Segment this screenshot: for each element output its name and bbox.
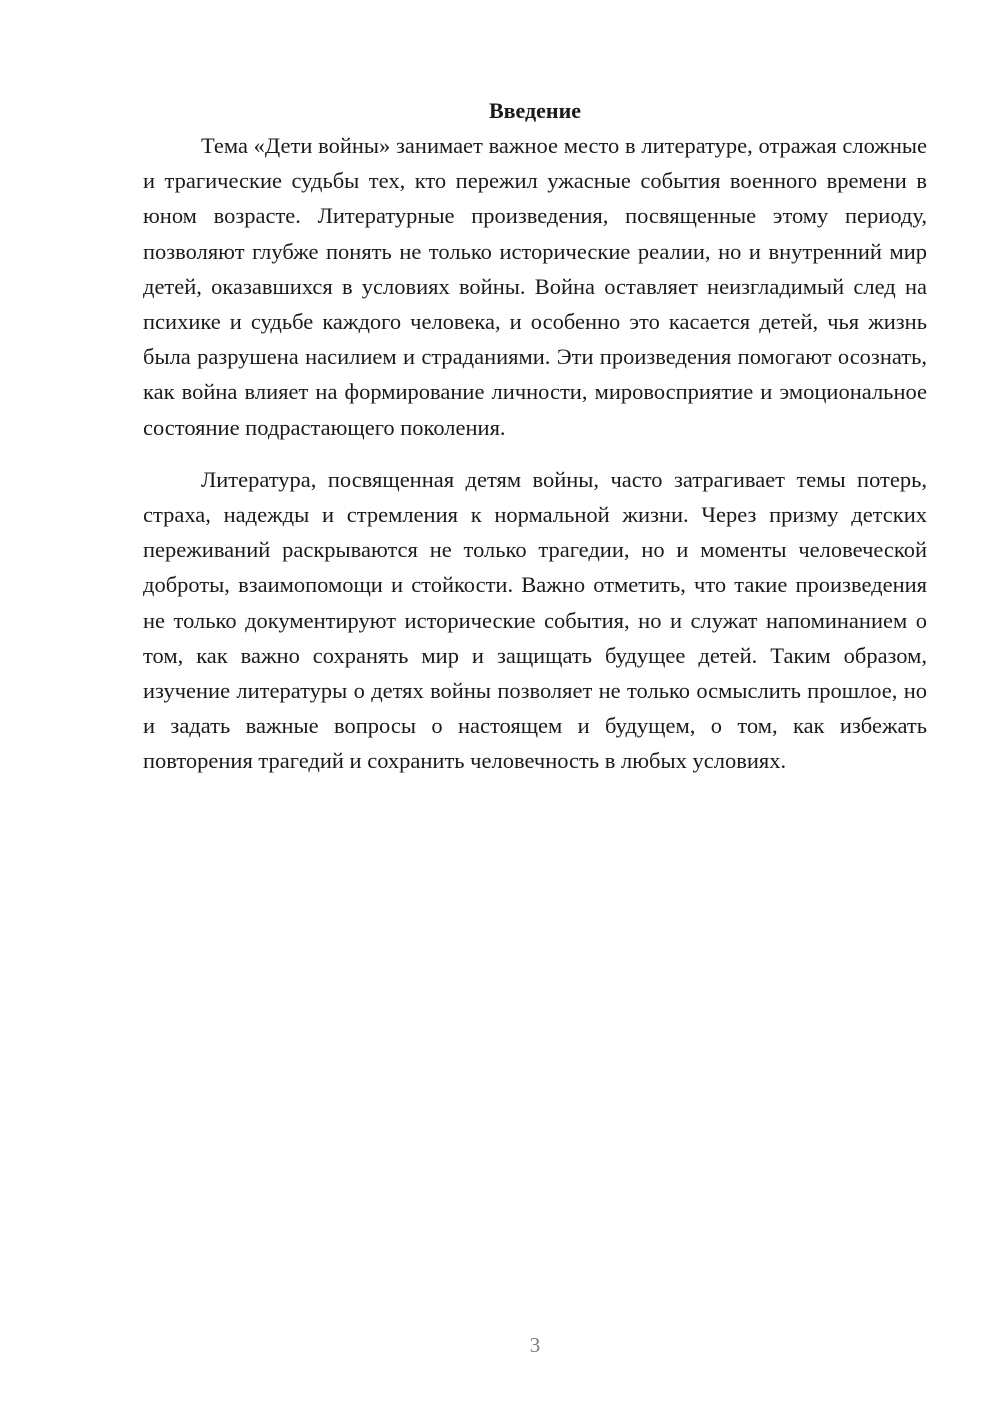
paragraph-2: Литература, посвященная детям войны, часто затрагивает темы потерь, страха, надежды и стремления к нормальной жизни. Через призму детских переживаний раскрываются не только трагедии, но и моменты человеческой доброты, взаимопомощи и стойкости. Важно отметить, что такие произведения не только документируют исторические события, но и служат напоминанием о том, как важно сохранять мир и защищать будущее детей. Таким образом, изучение литературы о детях войны позволяет не только осмыслить прошлое, но и задать важные вопросы о настоящем и будущем, о том, как избежать повторения трагедий и сохранить человечность в любых условиях. [143,466,927,774]
section-title: Введение [488,98,582,123]
page-content [143,93,927,779]
page-number: 3 [529,1333,541,1357]
paragraph-1: Тема «Дети войны» занимает важное место в литературе, отражая сложные и трагические судьбы тех, кто пережил ужасные события военного времени в юном возрасте. Литературные произведения, посвященные этому периоду, позволяют глубже понять не только исторические реалии, но и внутренний мир детей, оказавшихся в условиях войны. Война оставляет неизгладимый след на психике и судьбе каждого человека, и особенно это касается детей, чья жизнь была разрушена насилием и страданиями. Эти произведения помогают осознать, как война влияет на формирование личности, мировосприятие и эмоциональное состояние подрастающего поколения. [143,133,927,440]
